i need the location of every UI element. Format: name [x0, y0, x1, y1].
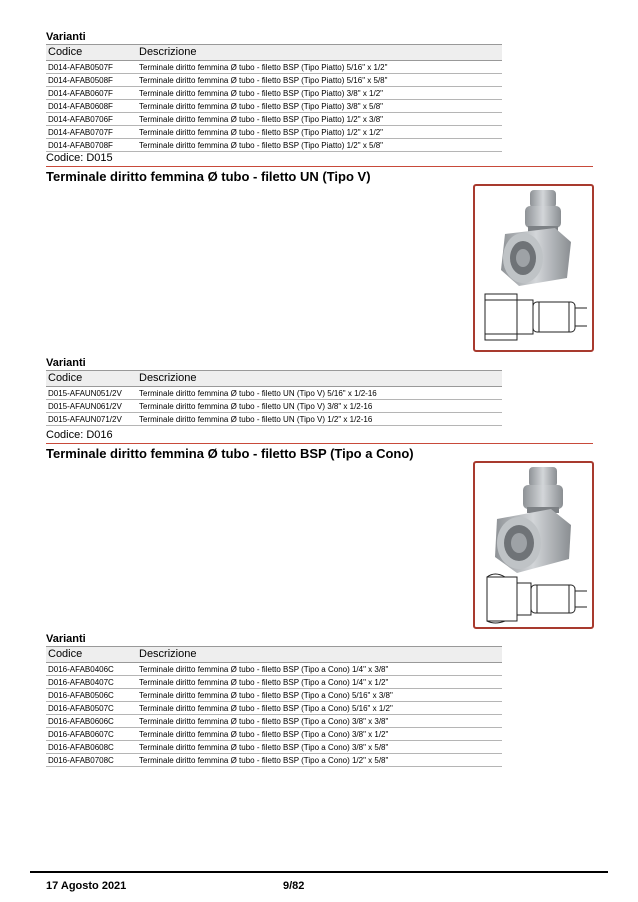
row-code: D014-AFAB0608F — [48, 102, 113, 111]
table-row — [46, 754, 502, 767]
row-description: Terminale diritto femmina Ø tubo - filetto BSP (Tipo Piatto) 3/8" x 5/8" — [139, 102, 384, 111]
row-description: Terminale diritto femmina Ø tubo - filetto BSP (Tipo Piatto) 3/8" x 1/2" — [139, 89, 384, 98]
table-row — [46, 74, 502, 87]
table-row — [46, 113, 502, 126]
column-header-codice: Codice — [48, 372, 83, 384]
row-code: D016-AFAB0407C — [48, 678, 114, 687]
table-row — [46, 139, 502, 152]
row-code: D015-AFAUN071/2V — [48, 415, 122, 424]
product-title-d015: Terminale diritto femmina Ø tubo - filetto UN (Tipo V) — [46, 169, 371, 184]
table-row — [46, 126, 502, 139]
row-description: Terminale diritto femmina Ø tubo - filetto UN (Tipo V) 3/8" x 1/2-16 — [139, 402, 373, 411]
table-row — [46, 741, 502, 754]
table-row — [46, 100, 502, 113]
product-image-d016 — [473, 461, 594, 629]
row-code: D014-AFAB0507F — [48, 63, 113, 72]
row-description: Terminale diritto femmina Ø tubo - filetto BSP (Tipo a Cono) 1/2" x 5/8" — [139, 756, 389, 765]
row-description: Terminale diritto femmina Ø tubo - filetto UN (Tipo V) 1/2" x 1/2-16 — [139, 415, 373, 424]
column-header-codice: Codice — [48, 648, 83, 660]
varianti-heading-1: Varianti — [46, 31, 86, 43]
table-header — [46, 44, 502, 61]
table-header — [46, 370, 502, 387]
row-code: D016-AFAB0606C — [48, 717, 114, 726]
variants-table-2 — [46, 370, 502, 426]
column-header-codice: Codice — [48, 46, 83, 58]
page-number: 9/82 — [283, 880, 305, 892]
row-code: D016-AFAB0506C — [48, 691, 114, 700]
table-row — [46, 728, 502, 741]
column-header-descrizione: Descrizione — [139, 46, 197, 58]
column-header-descrizione: Descrizione — [139, 648, 197, 660]
footer-date: 17 Agosto 2021 — [46, 880, 127, 892]
row-code: D016-AFAB0406C — [48, 665, 114, 674]
row-code: D014-AFAB0607F — [48, 89, 113, 98]
row-description: Terminale diritto femmina Ø tubo - filetto BSP (Tipo a Cono) 3/8" x 5/8" — [139, 743, 389, 752]
row-code: D014-AFAB0707F — [48, 128, 113, 137]
row-description: Terminale diritto femmina Ø tubo - filetto BSP (Tipo Piatto) 1/2" x 1/2" — [139, 128, 384, 137]
row-description: Terminale diritto femmina Ø tubo - filetto BSP (Tipo a Cono) 5/16" x 1/2" — [139, 704, 393, 713]
product-code-d016: Codice: D016 — [46, 429, 113, 441]
row-description: Terminale diritto femmina Ø tubo - filetto BSP (Tipo a Cono) 3/8" x 3/8" — [139, 717, 389, 726]
row-code: D016-AFAB0608C — [48, 743, 114, 752]
row-code: D016-AFAB0708C — [48, 756, 114, 765]
product-image-d015 — [473, 184, 594, 352]
row-code: D015-AFAUN061/2V — [48, 402, 122, 411]
product-title-d016: Terminale diritto femmina Ø tubo - filetto BSP (Tipo a Cono) — [46, 446, 414, 461]
table-row — [46, 715, 502, 728]
row-description: Terminale diritto femmina Ø tubo - filetto BSP (Tipo Piatto) 1/2" x 5/8" — [139, 141, 384, 150]
table-row — [46, 702, 502, 715]
column-header-descrizione: Descrizione — [139, 372, 197, 384]
product-code-d015: Codice: D015 — [46, 152, 113, 164]
fitting-illustration-d016 — [475, 463, 592, 627]
section-divider — [46, 443, 593, 444]
varianti-heading-3: Varianti — [46, 633, 86, 645]
fitting-illustration-d015 — [475, 186, 592, 350]
variants-table-3 — [46, 646, 502, 767]
row-description: Terminale diritto femmina Ø tubo - filetto BSP (Tipo a Cono) 5/16" x 3/8" — [139, 691, 393, 700]
table-row — [46, 689, 502, 702]
row-description: Terminale diritto femmina Ø tubo - filetto BSP (Tipo Piatto) 5/16" x 5/8" — [139, 76, 388, 85]
table-row — [46, 400, 502, 413]
row-description: Terminale diritto femmina Ø tubo - filetto BSP (Tipo a Cono) 1/4" x 3/8" — [139, 665, 389, 674]
table-row — [46, 61, 502, 74]
row-code: D016-AFAB0607C — [48, 730, 114, 739]
table-row — [46, 676, 502, 689]
variants-table-1 — [46, 44, 502, 152]
table-header — [46, 646, 502, 663]
row-description: Terminale diritto femmina Ø tubo - filetto BSP (Tipo a Cono) 3/8" x 1/2" — [139, 730, 389, 739]
row-code: D015-AFAUN051/2V — [48, 389, 122, 398]
section-divider — [46, 166, 593, 167]
varianti-heading-2: Varianti — [46, 357, 86, 369]
row-code: D016-AFAB0507C — [48, 704, 114, 713]
table-row — [46, 87, 502, 100]
row-description: Terminale diritto femmina Ø tubo - filetto BSP (Tipo a Cono) 1/4" x 1/2" — [139, 678, 389, 687]
row-description: Terminale diritto femmina Ø tubo - filetto UN (Tipo V) 5/16" x 1/2-16 — [139, 389, 377, 398]
row-code: D014-AFAB0508F — [48, 76, 113, 85]
table-row — [46, 663, 502, 676]
table-row — [46, 413, 502, 426]
footer-rule — [30, 871, 608, 873]
table-row — [46, 387, 502, 400]
row-description: Terminale diritto femmina Ø tubo - filetto BSP (Tipo Piatto) 5/16" x 1/2" — [139, 63, 388, 72]
row-code: D014-AFAB0706F — [48, 115, 113, 124]
row-code: D014-AFAB0708F — [48, 141, 113, 150]
row-description: Terminale diritto femmina Ø tubo - filetto BSP (Tipo Piatto) 1/2" x 3/8" — [139, 115, 384, 124]
